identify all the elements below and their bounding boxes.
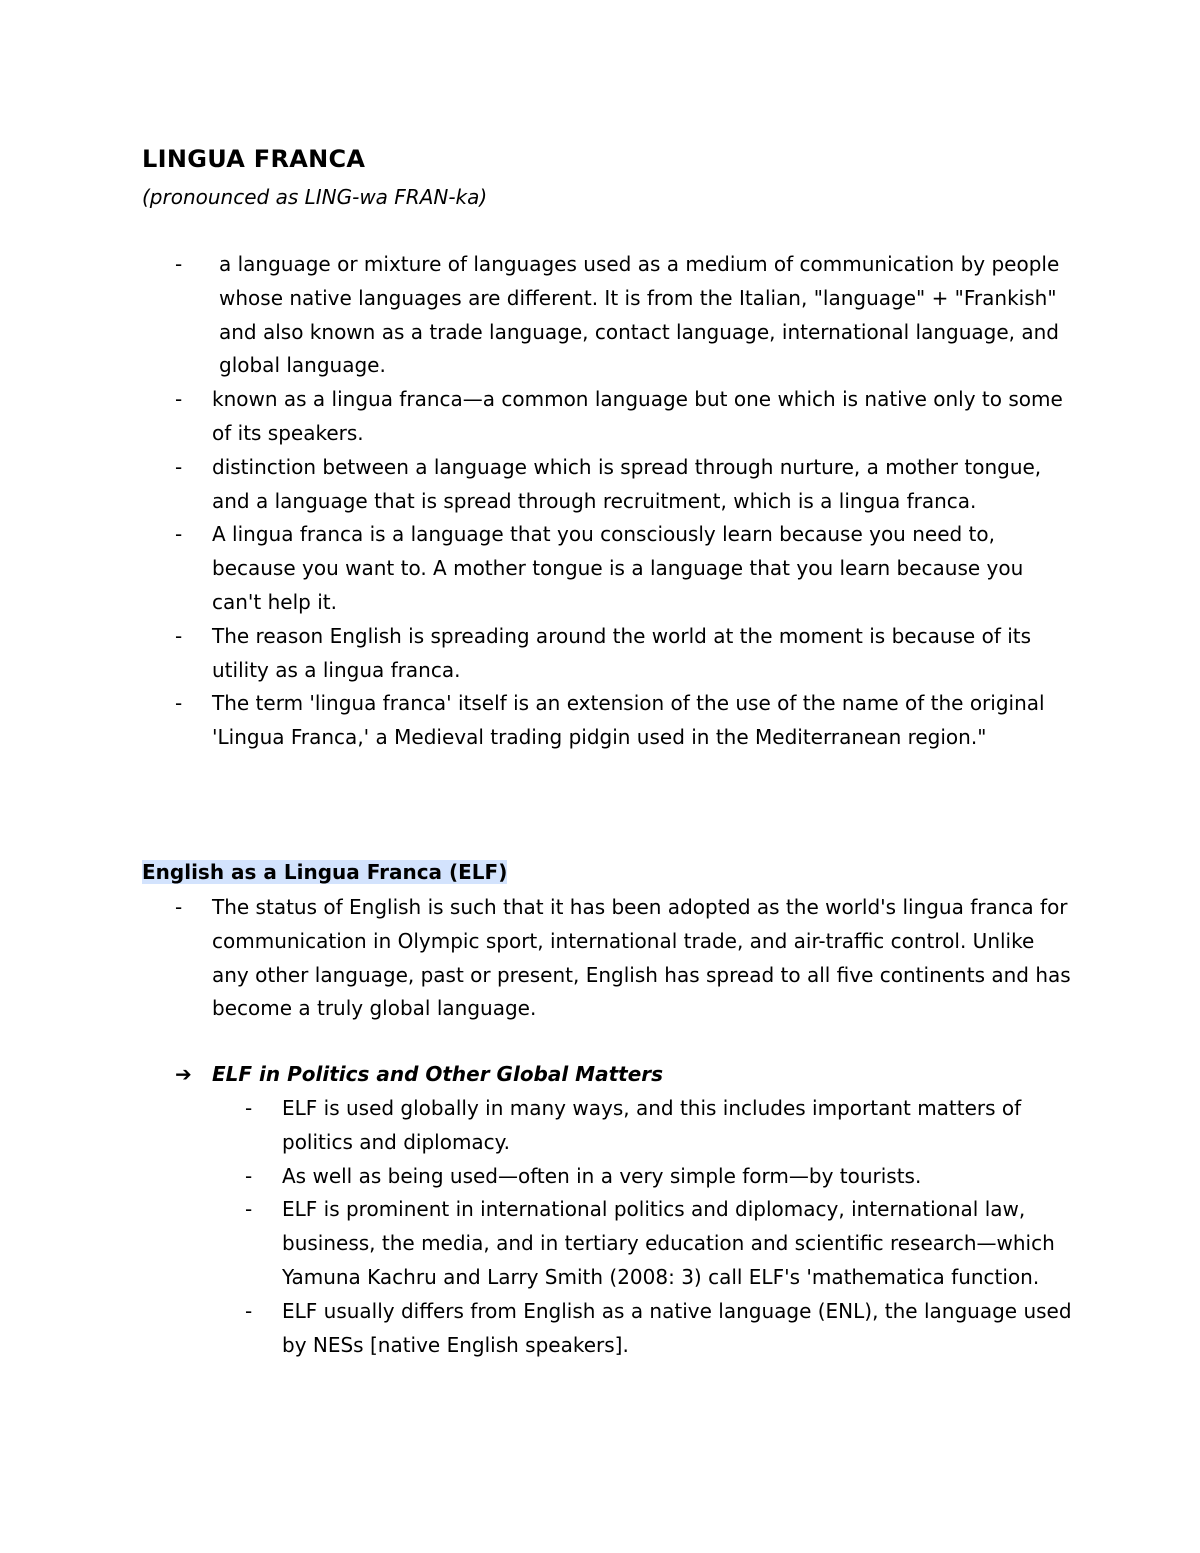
list-item bbox=[175, 687, 1075, 755]
bullet-dash: - bbox=[175, 252, 183, 276]
list-item bbox=[175, 518, 1075, 619]
document-title: LINGUA FRANCA bbox=[142, 145, 366, 173]
list-item bbox=[245, 1092, 1075, 1160]
highlighted-heading-text: English as a Lingua Franca (ELF) bbox=[142, 860, 508, 884]
bullet-dash: - bbox=[245, 1298, 253, 1323]
bullet-dash: - bbox=[175, 691, 183, 716]
list-item-text: known as a lingua franca—a common language but one which is native only to some of its speakers. bbox=[212, 387, 1063, 445]
list-item-text: ELF is prominent in international politics and diplomacy, international law, business, the media, and in tertiary education and scientific research—which Yamuna Kachru and Larry Smith (2008: 3) call ELF's 'mathematica function. bbox=[282, 1197, 1055, 1289]
list-item bbox=[245, 1295, 1075, 1363]
bullet-dash: - bbox=[175, 454, 183, 479]
list-item bbox=[245, 1160, 1075, 1194]
list-item-text: As well as being used—often in a very simple form—by tourists. bbox=[282, 1163, 922, 1188]
list-item-text: ELF is used globally in many ways, and this includes important matters of politics and diplomacy. bbox=[282, 1096, 1022, 1154]
bullet-dash: - bbox=[245, 1096, 253, 1120]
pronunciation-note: (pronounced as LING-wa FRAN-ka) bbox=[142, 185, 488, 209]
list-item bbox=[175, 891, 1075, 1026]
list-item bbox=[245, 1193, 1075, 1294]
bullet-dash: - bbox=[245, 1197, 253, 1222]
list-item-text: A lingua franca is a language that you consciously learn because you need to, because you want to. A mother tongue is a language that you learn because you can't help it. bbox=[212, 522, 1024, 614]
bullet-dash: - bbox=[175, 387, 183, 412]
subsection-heading bbox=[175, 1058, 663, 1091]
list-item-text: ELF usually differs from English as a native language (ENL), the language used by NESs [native English speakers]. bbox=[282, 1298, 1072, 1357]
arrow-right-icon: ➔ bbox=[175, 1062, 192, 1086]
bullet-dash: - bbox=[245, 1163, 253, 1188]
list-item-text: The reason English is spreading around the world at the moment is because of its utility as a lingua franca. bbox=[212, 623, 1032, 682]
list-item bbox=[175, 383, 1075, 451]
section-heading-elf bbox=[142, 856, 507, 889]
list-item-text: distinction between a language which is spread through nurture, a mother tongue, and a language that is spread through recruitment, which is a lingua franca. bbox=[212, 454, 1042, 513]
bullet-dash: - bbox=[175, 623, 183, 648]
elf-politics-list bbox=[245, 1092, 1075, 1362]
definition-list bbox=[175, 248, 1075, 755]
list-item-text: a language or mixture of languages used as a medium of communication by people whose native languages are different. It is from the Italian, "language" + "Frankish" and also known as a trade language, contact language, international language, and global language. bbox=[219, 252, 1060, 378]
bullet-dash: - bbox=[175, 895, 183, 919]
subsection-heading-text: ELF in Politics and Other Global Matters bbox=[212, 1062, 664, 1086]
bullet-dash: - bbox=[175, 522, 183, 547]
list-item bbox=[175, 620, 1075, 688]
list-item-text: The term 'lingua franca' itself is an extension of the use of the name of the original 'Lingua Franca,' a Medieval trading pidgin used in the Mediterranean region." bbox=[212, 691, 1045, 750]
list-item bbox=[175, 248, 1075, 383]
list-item-text: The status of English is such that it has been adopted as the world's lingua franca for communication in Olympic sport, international trade, and air-traffic control. Unlike any other language, past or present, English has spread to all five continents and has become a truly global language. bbox=[212, 895, 1071, 1021]
list-item bbox=[175, 451, 1075, 519]
elf-list bbox=[175, 891, 1075, 1026]
